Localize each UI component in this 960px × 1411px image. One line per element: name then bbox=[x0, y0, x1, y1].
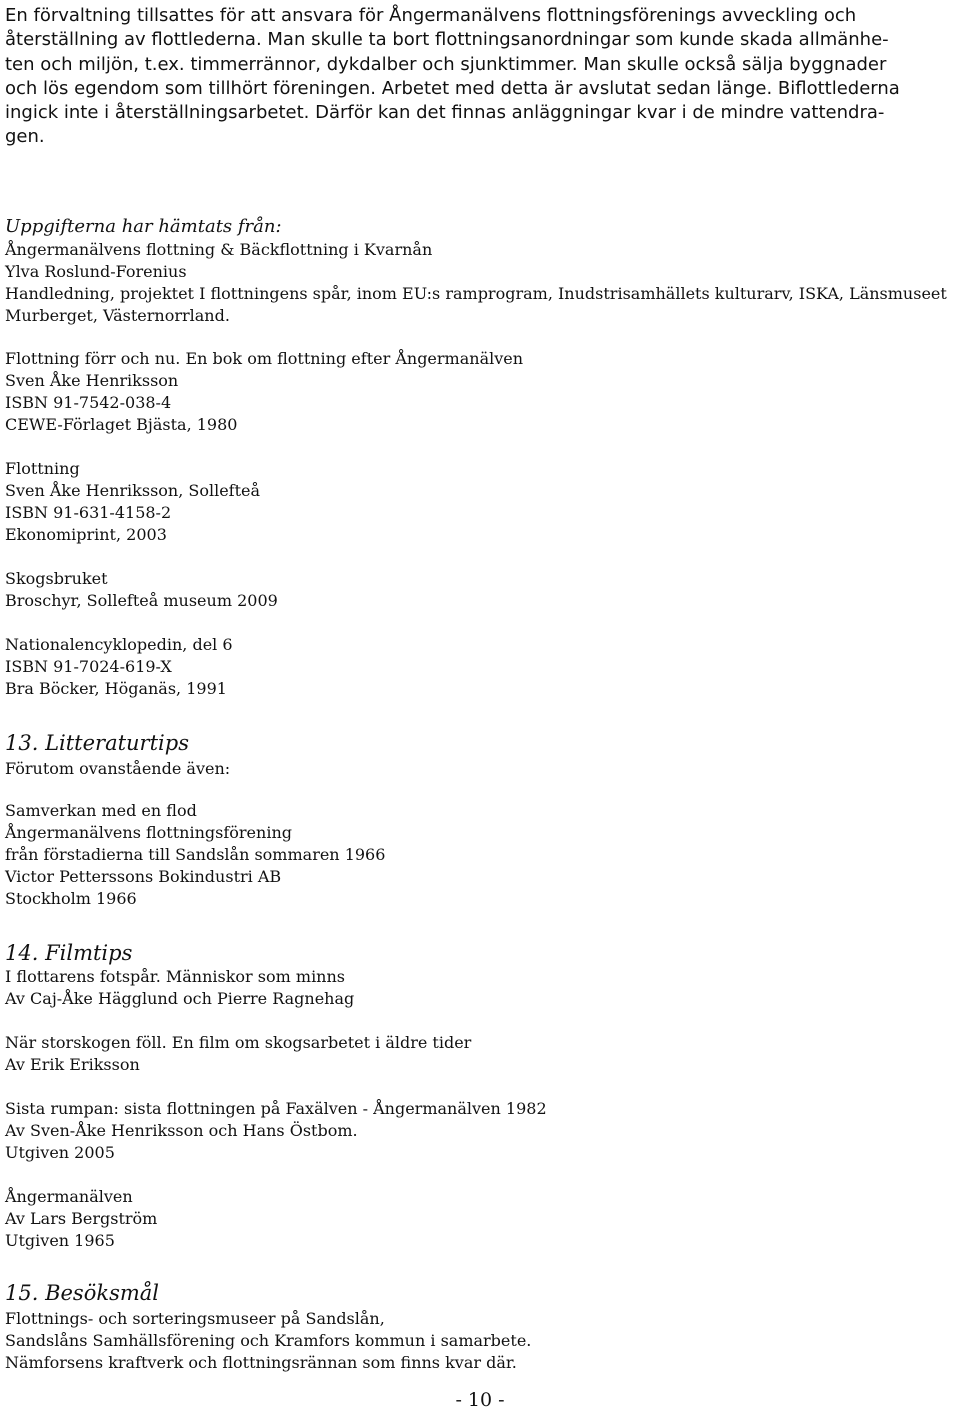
source-line: Bra Böcker, Höganäs, 1991 bbox=[5, 679, 227, 698]
source-line: CEWE-Förlaget Bjästa, 1980 bbox=[5, 415, 238, 434]
section-15-line: Flottnings- och sorteringsmuseer på Sandslån, bbox=[5, 1309, 385, 1328]
source-line: Sven Åke Henriksson bbox=[5, 371, 179, 390]
sources-heading: Uppgifterna har hämtats från: bbox=[5, 216, 282, 237]
section-13-line: Förutom ovanstående även: bbox=[5, 759, 231, 778]
source-line: Flottning bbox=[5, 459, 80, 478]
intro-line: ingick inte i återställningsarbetet. Därför kan det finnas anläggningar kvar i de mindre vattendra- bbox=[5, 102, 885, 124]
source-line: Ylva Roslund-Forenius bbox=[5, 262, 187, 281]
source-line: Ångermanälvens flottning & Bäckflottning i Kvarnån bbox=[5, 240, 433, 259]
page-number: - 10 - bbox=[455, 1389, 505, 1411]
section-14-line: Av Lars Bergström bbox=[5, 1209, 158, 1228]
intro-line: ten och miljön, t.ex. timmerrännor, dykdalber och sjunktimmer. Man skulle också sälja byggnader bbox=[5, 53, 887, 75]
intro-line: och lös egendom som tillhört föreningen. Arbetet med detta är avslutat sedan länge. Biflottlederna bbox=[5, 77, 900, 99]
intro-paragraph bbox=[5, 4, 955, 150]
source-line: Murberget, Västernorrland. bbox=[5, 306, 230, 325]
section-14-line: Av Sven-Åke Henriksson och Hans Östbom. bbox=[5, 1121, 358, 1140]
section-14-line: Utgiven 2005 bbox=[5, 1143, 115, 1162]
section-14-line: Ångermanälven bbox=[5, 1187, 133, 1206]
source-line: Skogsbruket bbox=[5, 569, 108, 588]
source-line: Handledning, projektet I flottningens spår, inom EU:s ramprogram, Inudstrisamhällets kulturarv, ISKA, Länsmuseet bbox=[5, 284, 947, 303]
section-14-line: Av Erik Eriksson bbox=[5, 1055, 140, 1074]
section-14-line: Utgiven 1965 bbox=[5, 1231, 115, 1250]
section-15-heading: 15. Besöksmål bbox=[5, 1281, 160, 1305]
intro-line: återställning av flottlederna. Man skulle ta bort flottningsanordningar som kunde skada allmänhe- bbox=[5, 29, 889, 51]
intro-line: gen. bbox=[5, 126, 45, 148]
section-13-line: från förstadierna till Sandslån sommaren 1966 bbox=[5, 845, 386, 864]
section-14-line: Av Caj-Åke Hägglund och Pierre Ragnehag bbox=[5, 989, 355, 1008]
section-13-line: Ångermanälvens flottningsförening bbox=[5, 823, 292, 842]
section-14-line: När storskogen föll. En film om skogsarbetet i äldre tider bbox=[5, 1033, 472, 1052]
source-line: ISBN 91-631-4158-2 bbox=[5, 503, 172, 522]
source-line: ISBN 91-7024-619-X bbox=[5, 657, 172, 676]
section-13-line: Stockholm 1966 bbox=[5, 889, 137, 908]
section-14-line: Sista rumpan: sista flottningen på Faxälven - Ångermanälven 1982 bbox=[5, 1099, 547, 1118]
intro-line: En förvaltning tillsattes för att ansvara för Ångermanälvens flottningsförenings avveckling och bbox=[5, 5, 857, 26]
source-line: Broschyr, Sollefteå museum 2009 bbox=[5, 591, 278, 610]
section-14-line: I flottarens fotspår. Människor som minns bbox=[5, 967, 345, 986]
source-line: ISBN 91-7542-038-4 bbox=[5, 393, 172, 412]
source-line: Nationalencyklopedin, del 6 bbox=[5, 635, 233, 654]
section-15-line: Sandslåns Samhällsförening och Kramfors kommun i samarbete. bbox=[5, 1331, 532, 1350]
section-14-heading: 14. Filmtips bbox=[5, 941, 133, 965]
section-13-line: Samverkan med en flod bbox=[5, 801, 197, 820]
source-line: Sven Åke Henriksson, Sollefteå bbox=[5, 481, 261, 500]
section-13-heading: 13. Litteraturtips bbox=[5, 731, 189, 755]
section-15-line: Nämforsens kraftverk och flottningsrännan som finns kvar där. bbox=[5, 1353, 517, 1372]
section-13-line: Victor Petterssons Bokindustri AB bbox=[5, 867, 282, 886]
source-line: Flottning förr och nu. En bok om flottning efter Ångermanälven bbox=[5, 349, 524, 368]
source-line: Ekonomiprint, 2003 bbox=[5, 525, 167, 544]
